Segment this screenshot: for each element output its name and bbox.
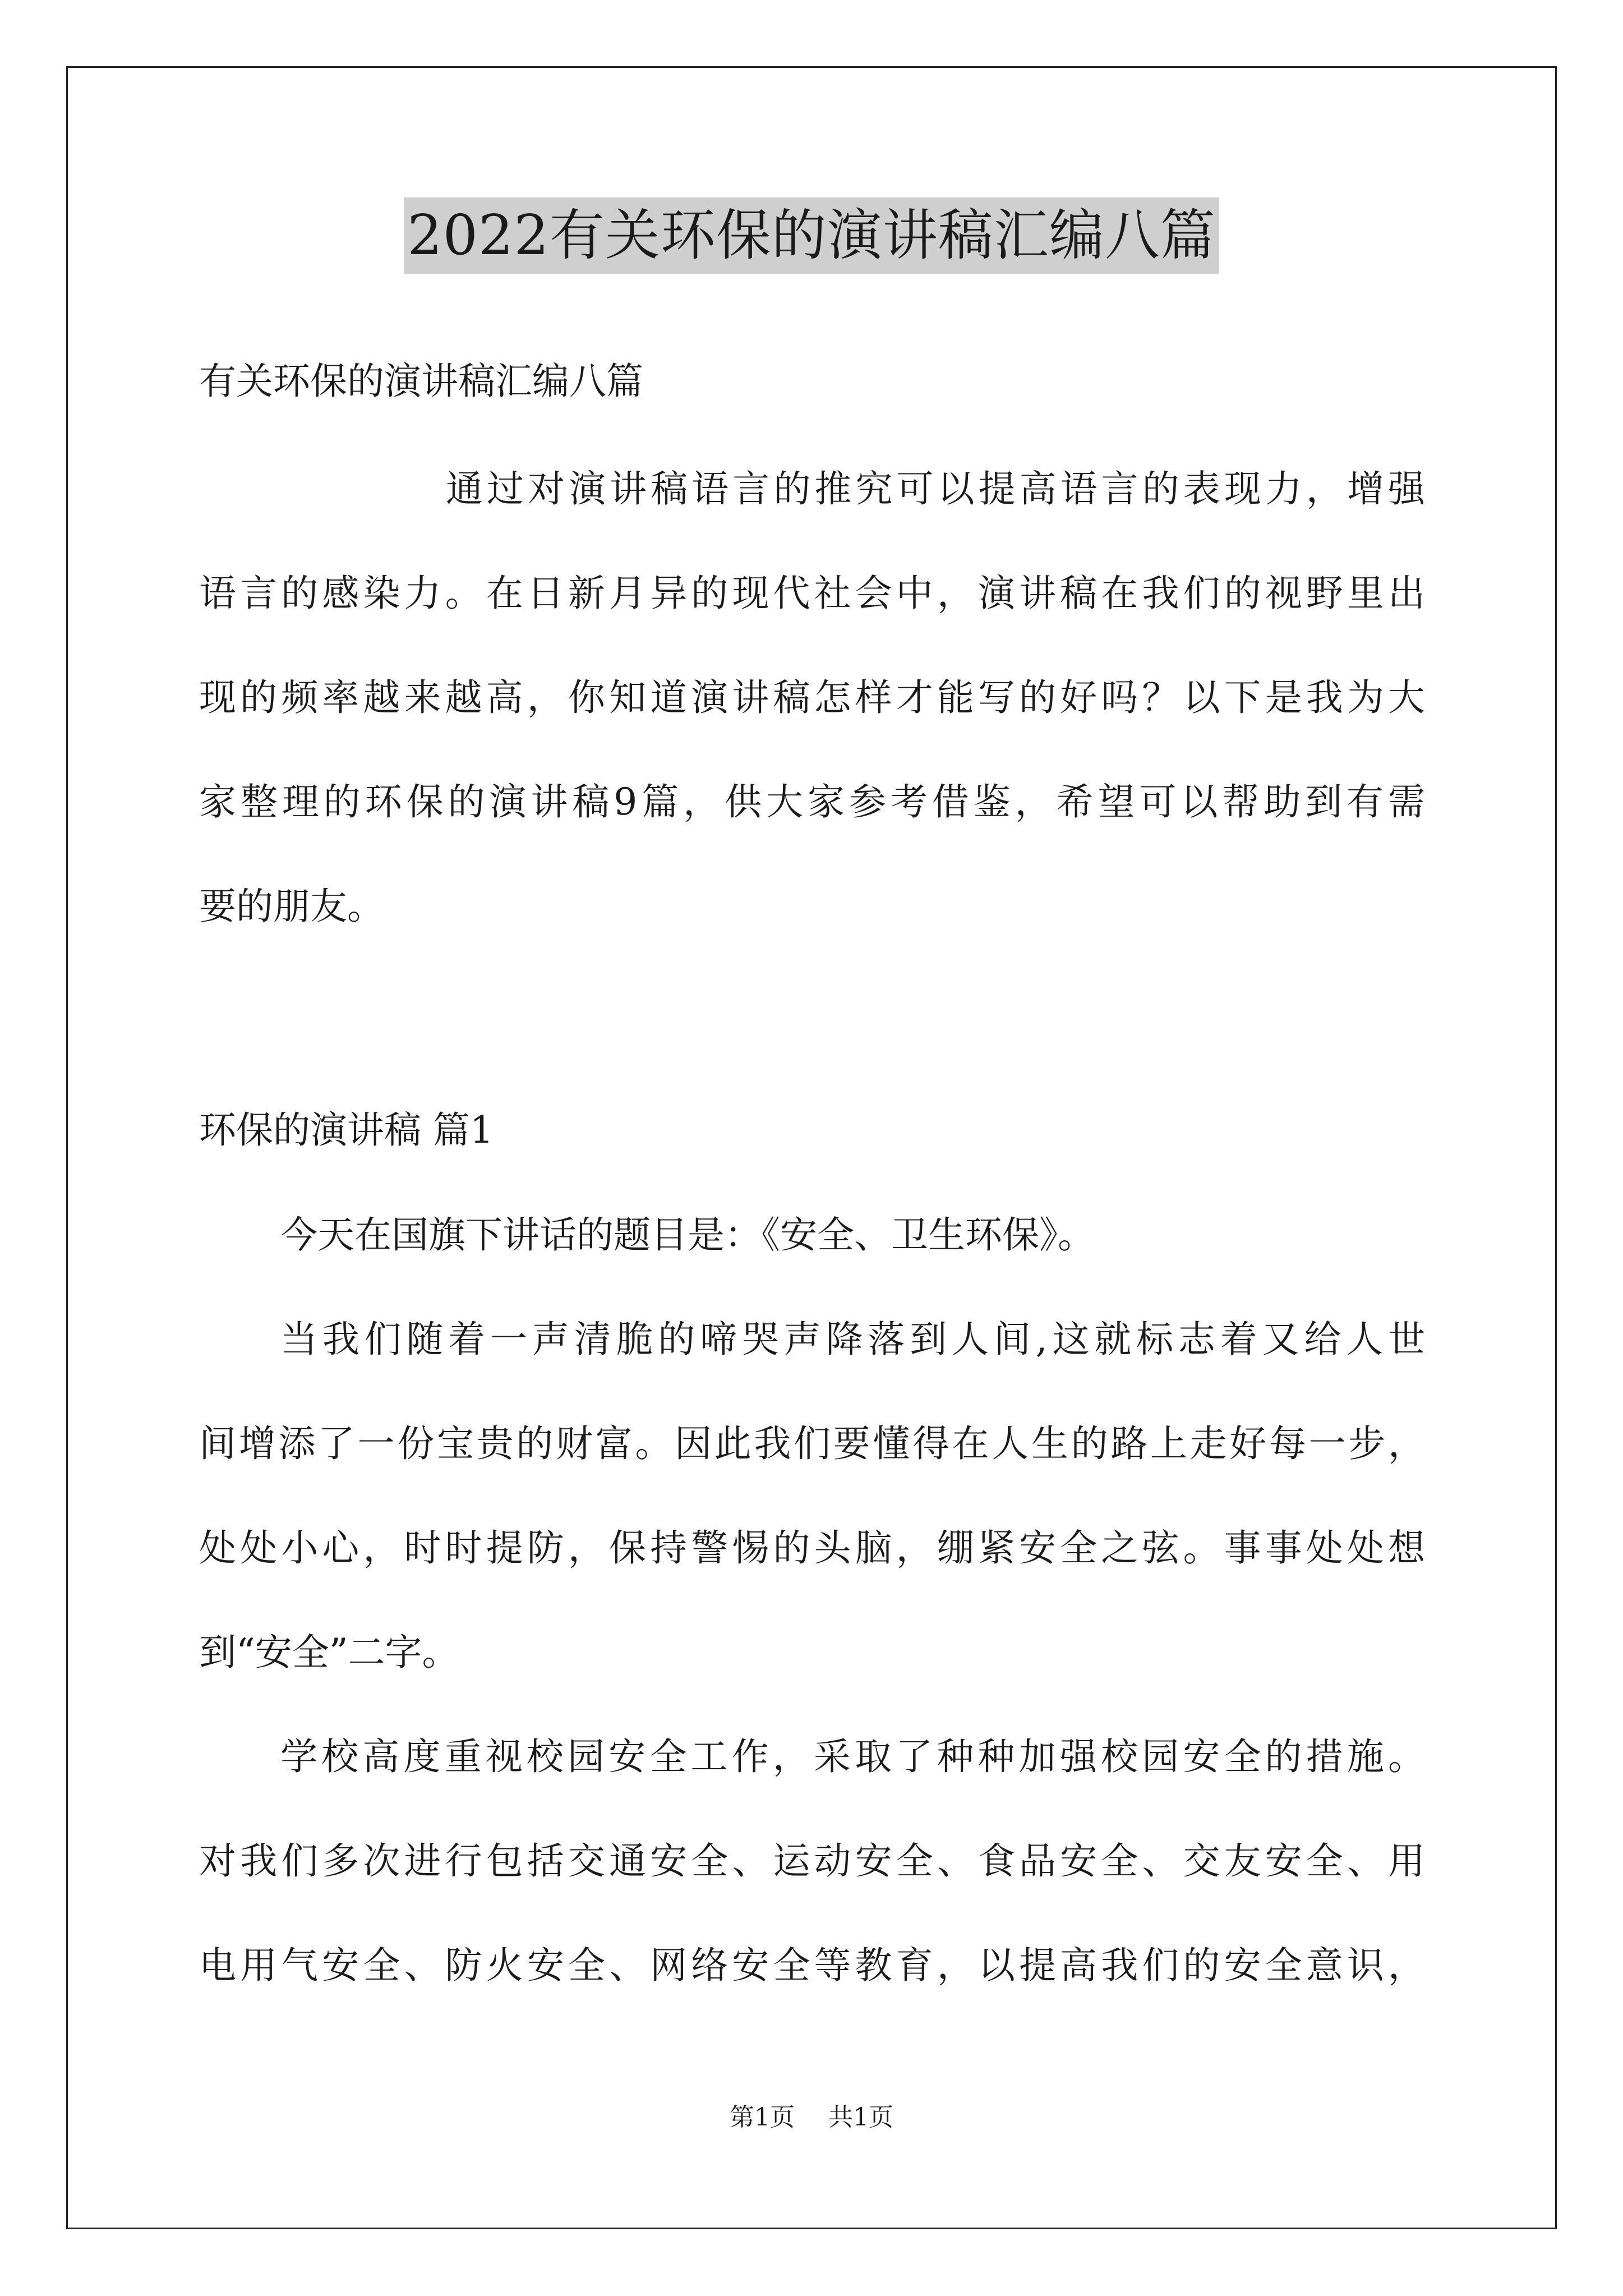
body-line-5: 到“安全”二字。 bbox=[199, 1631, 459, 1674]
intro-line-5: 要的朋友。 bbox=[199, 885, 384, 928]
body-line-2: 当我们随着一声清脆的啼哭声降落到人间,这就标志着又给人世 bbox=[280, 1318, 1425, 1361]
intro-line-2: 语言的感染力。在日新月异的现代社会中，演讲稿在我们的视野里出 bbox=[199, 572, 1425, 615]
body-line-1: 今天在国旗下讲话的题目是：《安全、卫生环保》。 bbox=[280, 1213, 1095, 1257]
body-line-4: 处处小心，时时提防，保持警惕的头脑，绷紧安全之弦。事事处处想 bbox=[199, 1526, 1425, 1570]
body-line-3: 间增添了一份宝贵的财富。因此我们要懂得在人生的路上走好每一步， bbox=[199, 1422, 1425, 1465]
page-total: 共1页 bbox=[828, 2103, 893, 2132]
intro-line-4: 家整理的环保的演讲稿9篇，供大家参考借鉴，希望可以帮助到有需 bbox=[199, 780, 1425, 823]
page-number: 第1页 bbox=[730, 2103, 795, 2132]
document-subtitle: 有关环保的演讲稿汇编八篇 bbox=[199, 360, 643, 403]
intro-line-3: 现的频率越来越高，你知道演讲稿怎样才能写的好吗？以下是我为大 bbox=[199, 676, 1425, 719]
title-container bbox=[0, 197, 1623, 274]
body-line-6: 学校高度重视校园安全工作，采取了种种加强校园安全的措施。 bbox=[280, 1735, 1425, 1778]
section-heading: 环保的演讲稿 篇1 bbox=[199, 1108, 494, 1152]
intro-line-1: 通过对演讲稿语言的推究可以提高语言的表现力，增强 bbox=[446, 467, 1425, 510]
document-title: 2022有关环保的演讲稿汇编八篇 bbox=[404, 197, 1219, 274]
body-line-8: 电用气安全、防火安全、网络安全等教育，以提高我们的安全意识， bbox=[199, 1944, 1425, 1987]
body-line-7: 对我们多次进行包括交通安全、运动安全、食品安全、交友安全、用 bbox=[199, 1839, 1425, 1883]
page-footer bbox=[0, 2101, 1623, 2134]
